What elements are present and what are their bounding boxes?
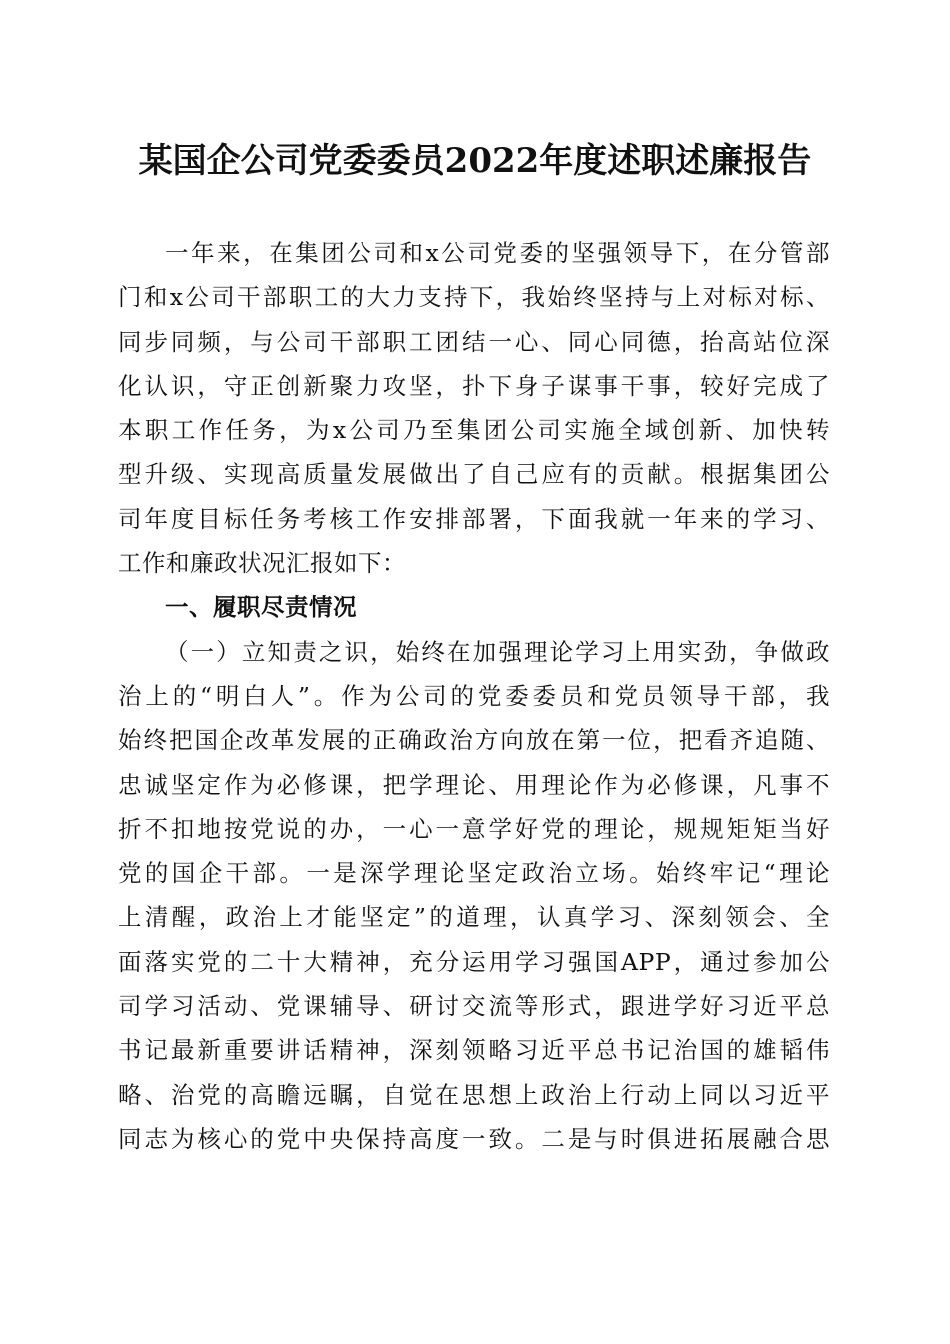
document-title: 某国企公司党委委员2022年度述职述廉报告 (138, 141, 812, 181)
subsection-line: 党的国企干部。一是深学理论坚定政治立场。始终牢记“理论 (118, 859, 830, 888)
subsection-line: 面落实党的二十大精神，充分运用学习强国APP，通过参加公 (118, 947, 830, 976)
paragraph-line: 同步同频，与公司干部职工团结一心、同心同德，抬高站位深 (118, 327, 830, 356)
subsection-line: 略、治党的高瞻远瞩，自觉在思想上政治上行动上同以习近平 (118, 1080, 830, 1109)
paragraph-line: 工作和廉政状况汇报如下： (118, 549, 406, 578)
subsection-line: 折不扣地按党说的办，一心一意学好党的理论，规规矩矩当好 (118, 814, 830, 843)
subsection-line: 同志为核心的党中央保持高度一致。二是与时俱进拓展融合思 (118, 1124, 830, 1153)
paragraph-line: 型升级、实现高质量发展做出了自己应有的贡献。根据集团公 (118, 460, 830, 489)
paragraph-line: 一年来，在集团公司和x公司党委的坚强领导下，在分管部 (165, 239, 830, 267)
subsection-line: 书记最新重要讲话精神，深刻领略习近平总书记治国的雄韬伟 (118, 1036, 830, 1065)
subsection-line: （一）立知责之识，始终在加强理论学习上用实劲，争做政 (165, 637, 830, 666)
paragraph-line: 门和x公司干部职工的大力支持下，我始终坚持与上对标对标、 (118, 283, 830, 312)
paragraph-line: 化认识，守正创新聚力攻坚，扑下身子谋事干事，较好完成了 (118, 371, 830, 400)
paragraph-line: 司年度目标任务考核工作安排部署，下面我就一年来的学习、 (118, 504, 830, 533)
subsection-line: 忠诚坚定作为必修课，把学理论、用理论作为必修课，凡事不 (118, 770, 830, 799)
document-body (118, 231, 830, 1161)
subsection-line: 始终把国企改革发展的正确政治方向放在第一位，把看齐追随、 (118, 726, 830, 755)
subsection-line: 上清醒，政治上才能坚定”的道理，认真学习、深刻领会、全 (118, 903, 830, 932)
subsection-line: 司学习活动、党课辅导、研讨交流等形式，跟进学好习近平总 (118, 992, 830, 1021)
subsection-line: 治上的“明白人”。作为公司的党委委员和党员领导干部，我 (118, 681, 830, 710)
paragraph-line: 本职工作任务，为x公司乃至集团公司实施全域创新、加快转 (118, 416, 830, 445)
section-heading: 一、履职尽责情况 (165, 593, 357, 622)
